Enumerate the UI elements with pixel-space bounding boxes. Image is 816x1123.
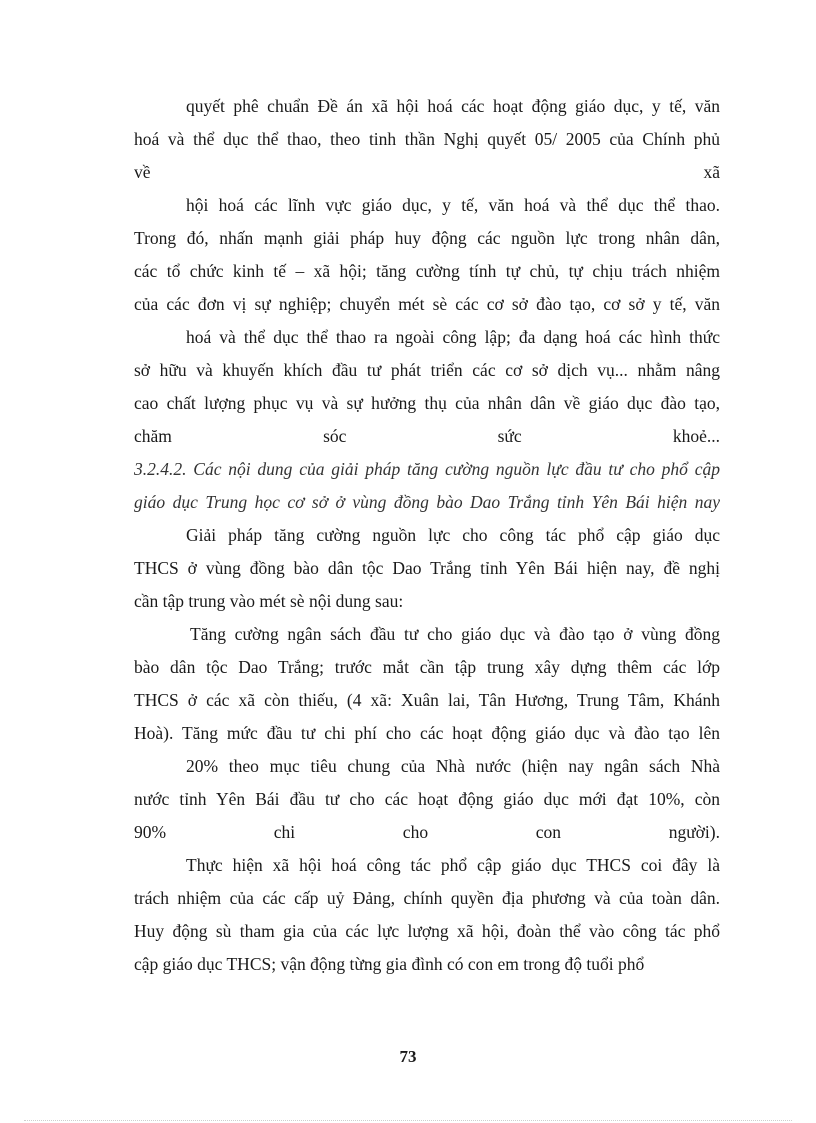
text-line: hoá và thể dục thể thao, theo tinh thần Nghị quyết 05/ 2005 của Chính phủ: [134, 129, 720, 149]
text-line: 20% theo mục tiêu chung của Nhà nước (hiện nay ngân sách Nhà: [186, 756, 720, 776]
text-line: các tổ chức kinh tế – xã hội; tăng cường tính tự chủ, tự chịu trách nhiệm: [134, 261, 720, 281]
text-line: Hoà). Tăng mức đầu tư chi phí cho các hoạt động giáo dục và đào tạo lên: [134, 723, 720, 743]
text-line: Tăng cường ngân sách đầu tư cho giáo dục và đào tạo ở vùng đồng: [190, 624, 720, 644]
text-line: xã: [703, 162, 720, 182]
text-line: cao chất lượng phục vụ và sự hưởng thụ của nhân dân về giáo dục đào tạo,: [134, 393, 720, 413]
text-line: Thực hiện xã hội hoá công tác phổ cập giáo dục THCS coi đây là: [186, 855, 720, 875]
text-line: hội hoá các lĩnh vực giáo dục, y tế, văn hoá và thể dục thể thao.: [186, 195, 720, 215]
text-line: bào dân tộc Dao Trắng; trước mắt cần tập trung xây dựng thêm các lớp: [134, 657, 720, 677]
text-line: quyết phê chuẩn Đề án xã hội hoá các hoạt động giáo dục, y tế, văn: [186, 96, 720, 116]
page-number: 73: [399, 1047, 417, 1066]
text-line: 90% chi cho con người).: [134, 822, 720, 842]
text-line: của các đơn vị sự nghiệp; chuyển mét sè các cơ sở đào tạo, cơ sở y tế, văn: [134, 294, 720, 314]
text-line: cập giáo dục THCS; vận động từng gia đình có con em trong độ tuổi phổ: [134, 954, 645, 974]
text-line: THCS ở vùng đồng bào dân tộc Dao Trắng tỉnh Yên Bái hiện nay, đề nghị: [134, 558, 720, 578]
text-line: chăm sóc sức khoẻ...: [134, 426, 720, 446]
text-line: Trong đó, nhấn mạnh giải pháp huy động các nguồn lực trong nhân dân,: [134, 228, 720, 248]
text-line: về: [134, 162, 151, 182]
page-edge-divider: [24, 1120, 792, 1121]
text-line: hoá và thể dục thể thao ra ngoài công lập; đa dạng hoá các hình thức: [186, 327, 720, 347]
text-line: Giải pháp tăng cường nguồn lực cho công tác phổ cập giáo dục: [186, 525, 720, 545]
text-line: cần tập trung vào mét sè nội dung sau:: [134, 591, 404, 611]
text-line: nước tỉnh Yên Bái đầu tư cho các hoạt động giáo dục mới đạt 10%, còn: [134, 789, 720, 809]
text-line: Huy động sù tham gia của các lực lượng xã hội, đoàn thể vào công tác phổ: [134, 921, 720, 941]
text-line: trách nhiệm của các cấp uỷ Đảng, chính quyền địa phương và của toàn dân.: [134, 888, 720, 908]
section-heading-line: 3.2.4.2. Các nội dung của giải pháp tăng cường nguồn lực đầu tư cho phổ cập: [134, 459, 720, 479]
text-line: sở hữu và khuyến khích đầu tư phát triển các cơ sở dịch vụ... nhằm nâng: [134, 360, 720, 380]
text-line: THCS ở các xã còn thiếu, (4 xã: Xuân lai, Tân Hương, Trung Tâm, Khánh: [134, 690, 720, 710]
section-heading-line: giáo dục Trung học cơ sở ở vùng đồng bào Dao Trắng tỉnh Yên Bái hiện nay: [134, 492, 720, 512]
